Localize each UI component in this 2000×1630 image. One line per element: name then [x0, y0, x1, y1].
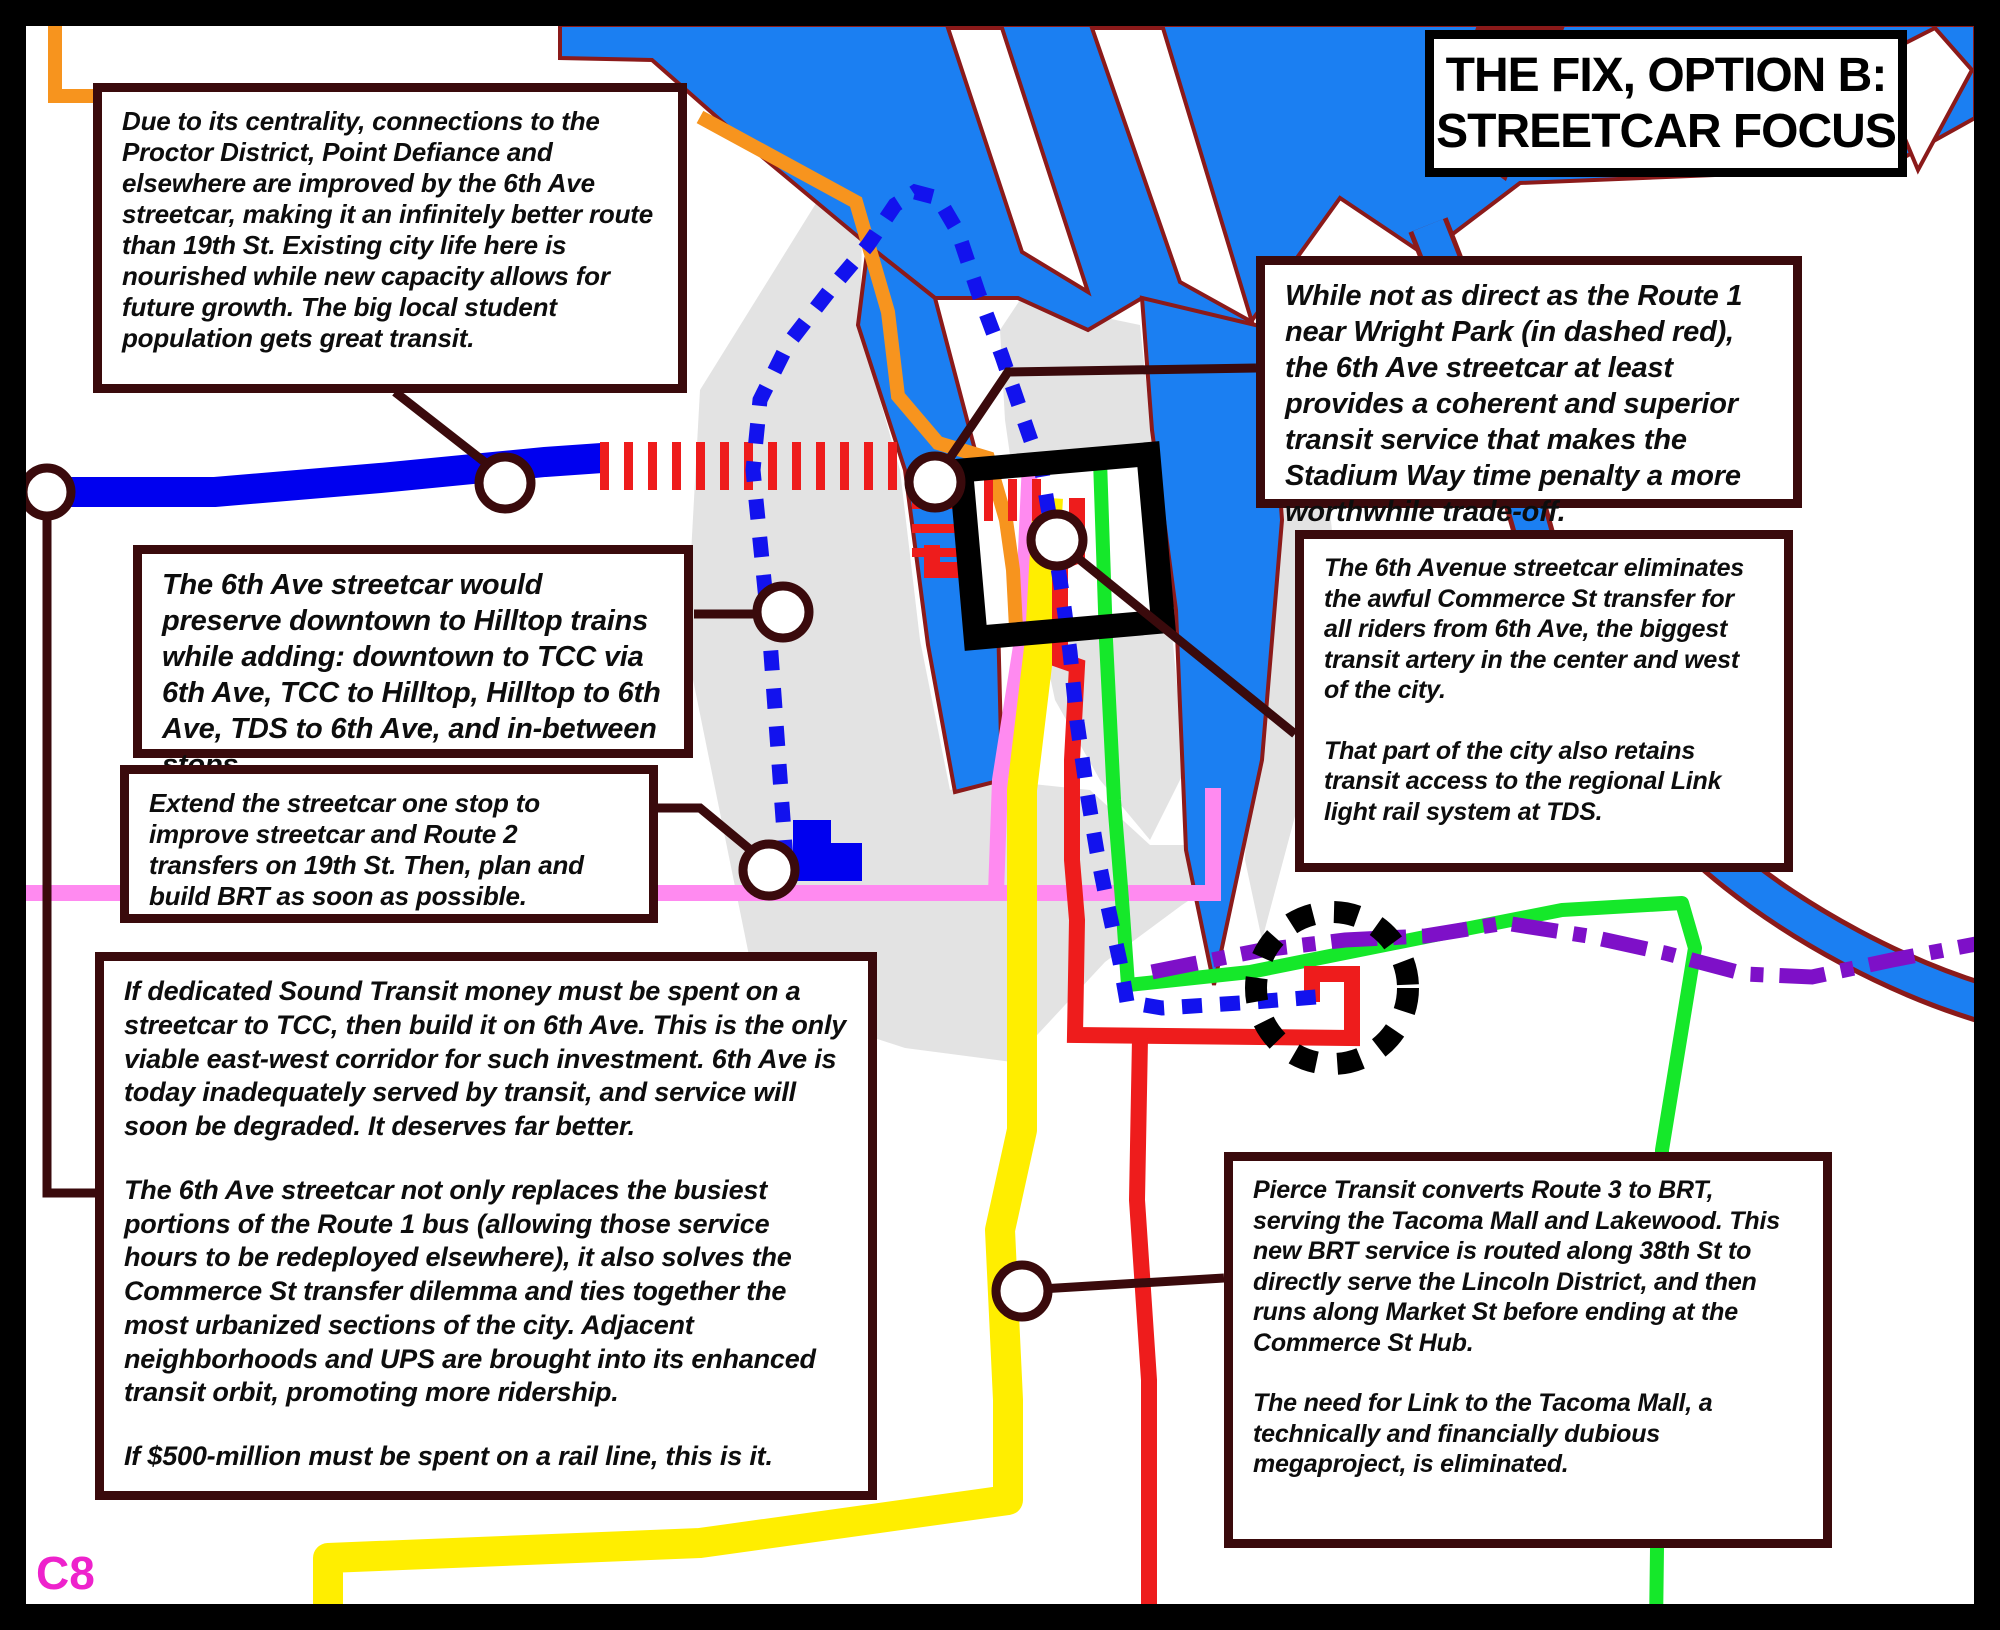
- title-line-2: STREETCAR FOCUS: [1436, 104, 1896, 158]
- callout-sound-transit: [95, 952, 877, 1500]
- callout-pierce-transit: [1224, 1152, 1832, 1548]
- anchor-dot-commerce: [1031, 514, 1083, 566]
- callout-preserve-text: The 6th Ave streetcar would preserve downtown to Hilltop trains while adding: downtown to TCC via 6th Ave, TCC to Hilltop, Hilltop to 6th Ave, TDS to 6th Ave, and in-between: [162, 569, 661, 745]
- callout-extend: [120, 765, 658, 923]
- anchor-dot-streetcar: [757, 586, 809, 638]
- page-label: C8: [36, 1547, 95, 1599]
- callout-commerce-transfer: [1295, 530, 1793, 872]
- callout-sound-transit-para-2: The 6th Ave streetcar not only replaces the busiest portions of the Route 1 bus (allowing those service hours to be redeployed elsewhere), it also solves the Commerce St transfer dilemma and ties together the most urbanized sections of the city. Adjacent neighborhoods and UPS are brought into its enhanced transit orbit, promoting more ridership.: [124, 1174, 816, 1408]
- anchor-dot-19th-st: [743, 844, 795, 896]
- callout-not-as-direct: [1256, 256, 1802, 528]
- title-line-1: THE FIX, OPTION B:: [1445, 49, 1887, 103]
- callout-centrality-text: Due to its centrality, connections to the Proctor District, Point Defiance and elsewhere are improved by the 6th Ave streetcar, making it an infinitely better route than 19th St. Existing city life here is nourished while new capacity allows for future growth. The big local student population gets great transit.: [122, 106, 653, 353]
- callout-pierce-transit-para-2: The need for Link to the Tacoma Mall, a technically and financially dubious megaproject, is eliminated.: [1253, 1389, 1713, 1478]
- route-orange-elbow: [55, 15, 95, 96]
- route-red-south-branch: [1137, 1038, 1149, 1628]
- anchor-dot-route3: [996, 1265, 1048, 1317]
- anchor-dot-6th-ave: [479, 457, 531, 509]
- callout-sound-transit-para-3: If $500-million must be spent on a rail line, this is it.: [124, 1441, 773, 1471]
- anchor-dot-wright-park: [909, 456, 961, 508]
- connector-sound-transit: [47, 500, 95, 1193]
- title-box: [1425, 30, 1907, 177]
- anchor-dot-6th-ave-west: [23, 468, 71, 516]
- connector-pierce: [1024, 1278, 1224, 1290]
- callout-sound-transit-para-1: If dedicated Sound Transit money must be spent on a streetcar to TCC, then build it on 6th Ave. This is the only viable east-west corridor for such investment. 6th Ave is today inadequately served by transit, and service will soon be degraded. It deserves far better.: [124, 976, 847, 1141]
- callout-commerce-transfer-para-1: The 6th Avenue streetcar eliminates the awful Commerce St transfer for all riders from 6th Ave, the biggest transit artery in the center and west of the city.: [1324, 554, 1745, 704]
- callout-not-as-direct-text: While not as direct as the Route 1 near Wright Park (in dashed red), the 6th Ave streetcar at least provides a coherent and superior transit service that makes the Stadium Way time penalty a more worthwhile trade-off.: [1285, 280, 1743, 528]
- callout-centrality: [93, 83, 687, 393]
- callout-extend-text: Extend the streetcar one stop to improve streetcar and Route 2 transfers on 19th St. Then, plan and build BRT as soon as possible.: [149, 788, 584, 911]
- callout-preserve: [133, 545, 693, 758]
- callout-pierce-transit-para-1: Pierce Transit converts Route 3 to BRT, serving the Tacoma Mall and Lakewood. This new BRT service is routed along 38th St to directly serve the Lincoln District, and then runs along Market St before ending at the Commerce St Hub.: [1253, 1176, 1780, 1357]
- callout-commerce-transfer-para-2: That part of the city also retains transit access to the regional Link light rail system at TDS.: [1324, 736, 1722, 826]
